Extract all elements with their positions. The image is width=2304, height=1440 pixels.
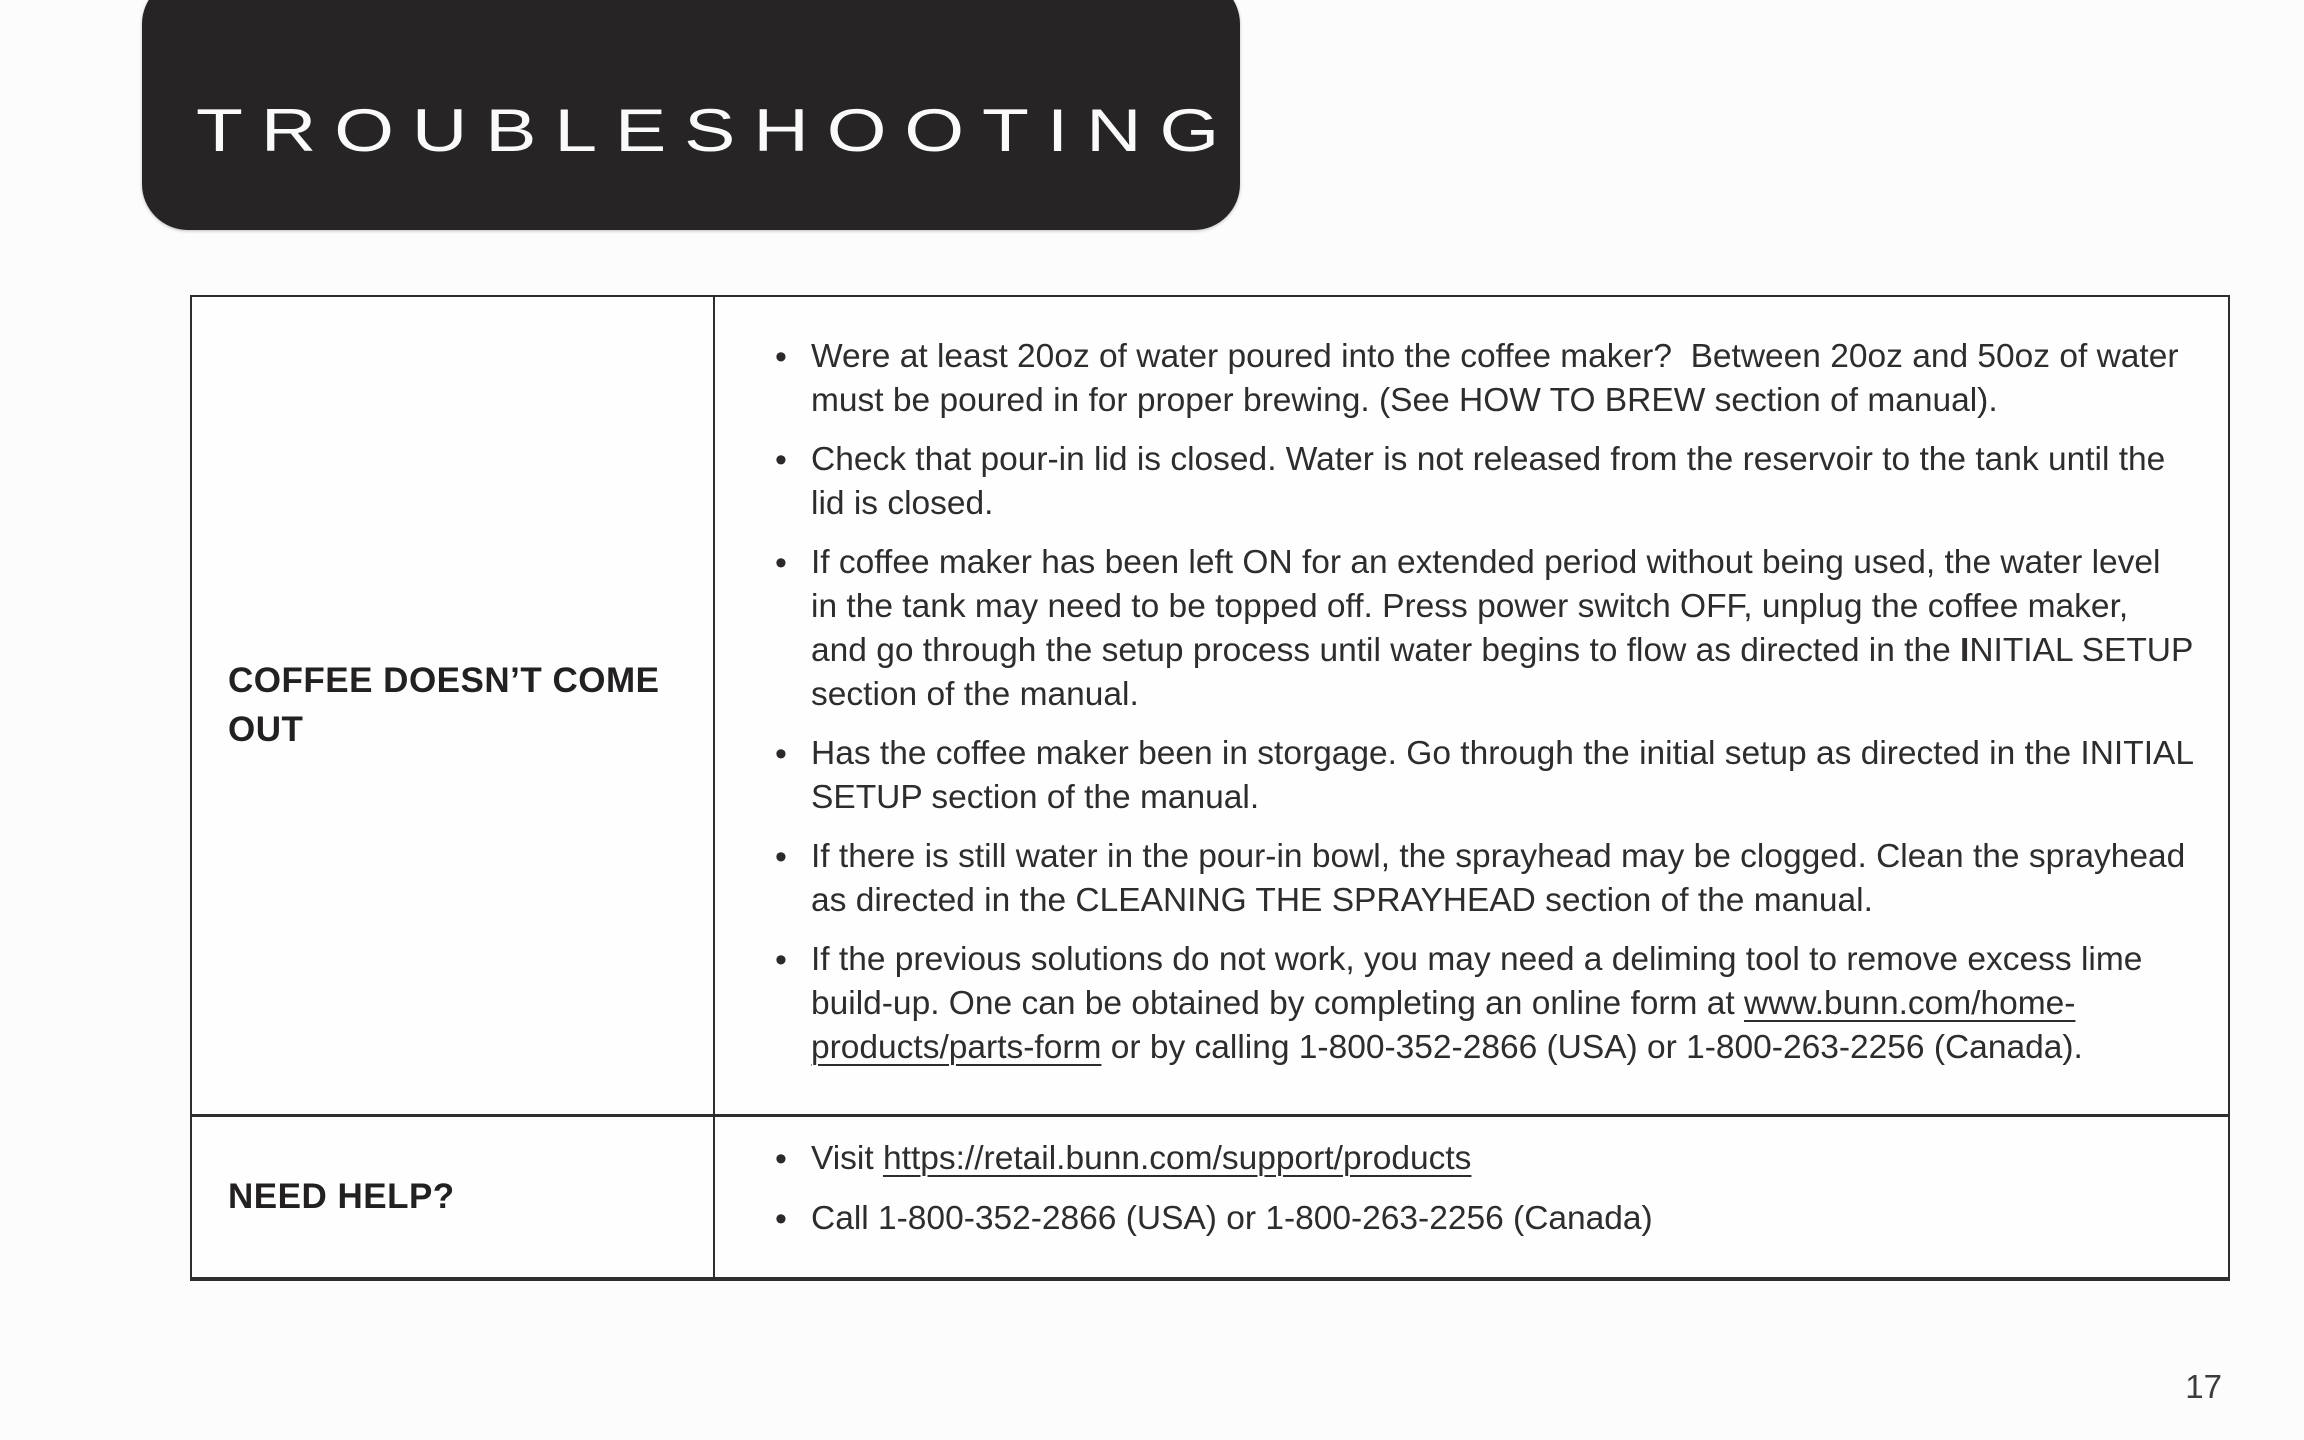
row-label-need-help: [192, 1114, 715, 1277]
link-text[interactable]: www.bunn.com/home-products/parts-form: [811, 985, 2076, 1066]
bullet-item: [773, 438, 2193, 526]
bullet-text: I: [1960, 632, 1970, 669]
bullet-text: Visit: [811, 1140, 883, 1177]
bullet-item: [773, 1197, 2193, 1241]
bullet-text: or by calling 1-800-352-2866 (USA) or 1-800-263-2256 (Canada).: [1101, 1029, 2083, 1066]
bullet-text: If there is still water in the pour-in bowl, the sprayhead may be clogged. Clean the sprayhead as directed in the CLEANING THE SPRAYHEAD section of the manual.: [811, 838, 2195, 919]
bullet-item: [773, 541, 2203, 717]
bullet-text: Were at least 20oz of water poured into the coffee maker? Between 20oz and 50oz of water must be poured in for proper brewing. (See HOW TO BREW section of manual).: [811, 338, 2188, 419]
row-label-text: NEED HELP?: [228, 1176, 455, 1216]
bullet-text: Check that pour-in lid is closed. Water is not released from the reservoir to the tank until the lid is closed.: [811, 441, 2175, 522]
bullet-item: [773, 1137, 2193, 1181]
row-content-coffee-doesnt-come-out: [715, 297, 2228, 1114]
bullet-list: [773, 1137, 2214, 1257]
bullet-text: If the previous solutions do not work, you may need a deliming tool to remove excess lime build-up. One can be obtained by completing an online form at: [811, 941, 2152, 1022]
row-label-coffee-doesnt-come-out: [192, 297, 715, 1114]
bullet-item: [773, 732, 2203, 820]
row-content-need-help: [715, 1114, 2228, 1277]
troubleshooting-table: [190, 295, 2230, 1281]
section-header-banner: [142, 0, 1240, 230]
bullet-list: [773, 335, 2214, 1070]
page-number: 17: [2185, 1368, 2222, 1405]
bullet-text: Call 1-800-352-2866 (USA) or 1-800-263-2256 (Canada): [811, 1200, 1653, 1237]
row-label-text: COFFEE DOESN’T COME OUT: [228, 661, 660, 749]
bullet-item: [773, 835, 2193, 923]
bullet-item: [773, 938, 2193, 1070]
bullet-text: NITIAL SETUP section of the manual.: [811, 632, 2203, 713]
bullet-item: [773, 335, 2193, 423]
link-text[interactable]: https://retail.bunn.com/support/products: [883, 1140, 1472, 1177]
bullet-text: Has the coffee maker been in storgage. Go through the initial setup as directed in the INITIAL SETUP section of the manual.: [811, 735, 2203, 816]
section-title: TROUBLESHOOTING: [196, 97, 1238, 164]
bullet-text: If coffee maker has been left ON for an extended period without being used, the water level in the tank may need to be topped off. Press power switch OFF, unplug the coffee maker, and go through the setup process until water begins to flow as directed in the: [811, 544, 2170, 669]
